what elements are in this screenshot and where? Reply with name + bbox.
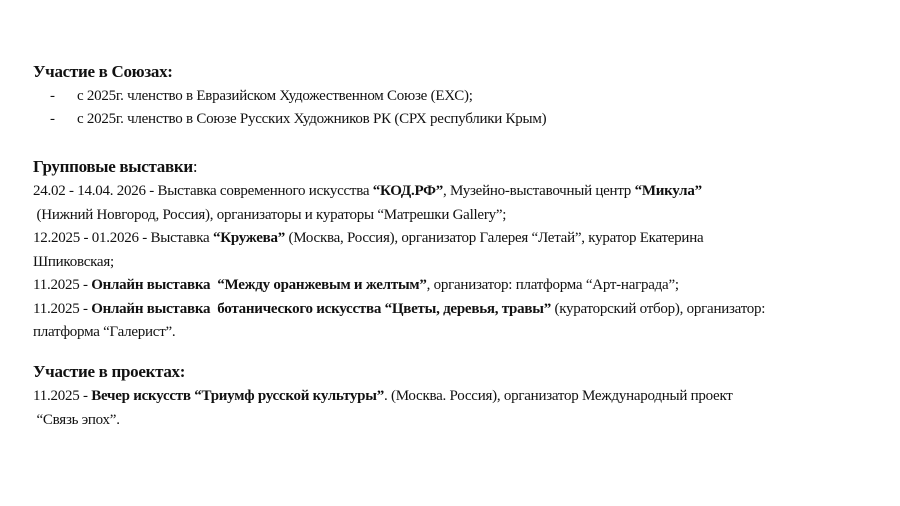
bold-text: “КОД.РФ”: [372, 183, 444, 199]
entry-line: [33, 386, 733, 406]
text-segment: “Связь эпох”.: [33, 412, 120, 428]
section-heading-unions: Участие в Союзах:: [33, 62, 173, 81]
text-segment: . (Москва. Россия), организатор Международный проект: [383, 388, 733, 404]
bold-text: Вечер искусств “Триумф русской культуры”: [91, 388, 384, 404]
entry-line: [33, 410, 120, 430]
entry-line: [33, 181, 702, 201]
text-segment: (Москва, Россия), организатор Галерея “Летай”, куратор Екатерина: [284, 230, 704, 246]
entry-line: [33, 252, 114, 272]
bold-text: “Микула”: [634, 183, 702, 199]
bold-text: Онлайн выставка “Между оранжевым и желтым”: [91, 277, 427, 293]
text-segment: 24.02 - 14.04. 2026 - Выставка современного искусства: [33, 183, 373, 199]
entry-line: [33, 228, 703, 248]
heading-colon: :: [192, 157, 198, 176]
text-segment: 11.2025 -: [33, 301, 92, 317]
list-item-text: с 2025г. членство в Евразийском Художественном Союзе (ЕХС);: [77, 88, 473, 104]
section-heading-group-exhibitions: [33, 157, 197, 177]
text-segment: 11.2025 -: [33, 277, 92, 293]
text-segment: платформа “Галерист”.: [33, 324, 176, 340]
text-segment: (кураторский отбор), организатор:: [550, 301, 766, 317]
entry-line: [33, 322, 175, 342]
bullet-dash: -: [50, 88, 55, 104]
heading-text: Групповые выставки: [33, 157, 193, 176]
list-item-text: с 2025г. членство в Союзе Русских Художников РК (СРХ республики Крым): [77, 111, 547, 127]
section-heading-projects: Участие в проектах:: [33, 362, 186, 381]
text-segment: Шпиковская;: [33, 254, 114, 270]
entry-line: [33, 275, 679, 295]
bullet-dash: -: [50, 111, 55, 127]
bold-text: “Кружева”: [212, 230, 285, 246]
entry-line: [33, 299, 765, 319]
text-segment: (Нижний Новгород, Россия), организаторы и кураторы “Матрешки Gallery”;: [33, 207, 507, 223]
bold-text: Онлайн выставка ботанического искусства “Цветы, деревья, травы”: [91, 301, 551, 317]
text-segment: 11.2025 -: [33, 388, 92, 404]
text-segment: , Музейно-выставочный центр: [443, 183, 635, 199]
text-segment: , организатор: платформа “Арт-награда”;: [426, 277, 679, 293]
text-segment: 12.2025 - 01.2026 - Выставка: [33, 230, 213, 246]
entry-line: [33, 205, 506, 225]
